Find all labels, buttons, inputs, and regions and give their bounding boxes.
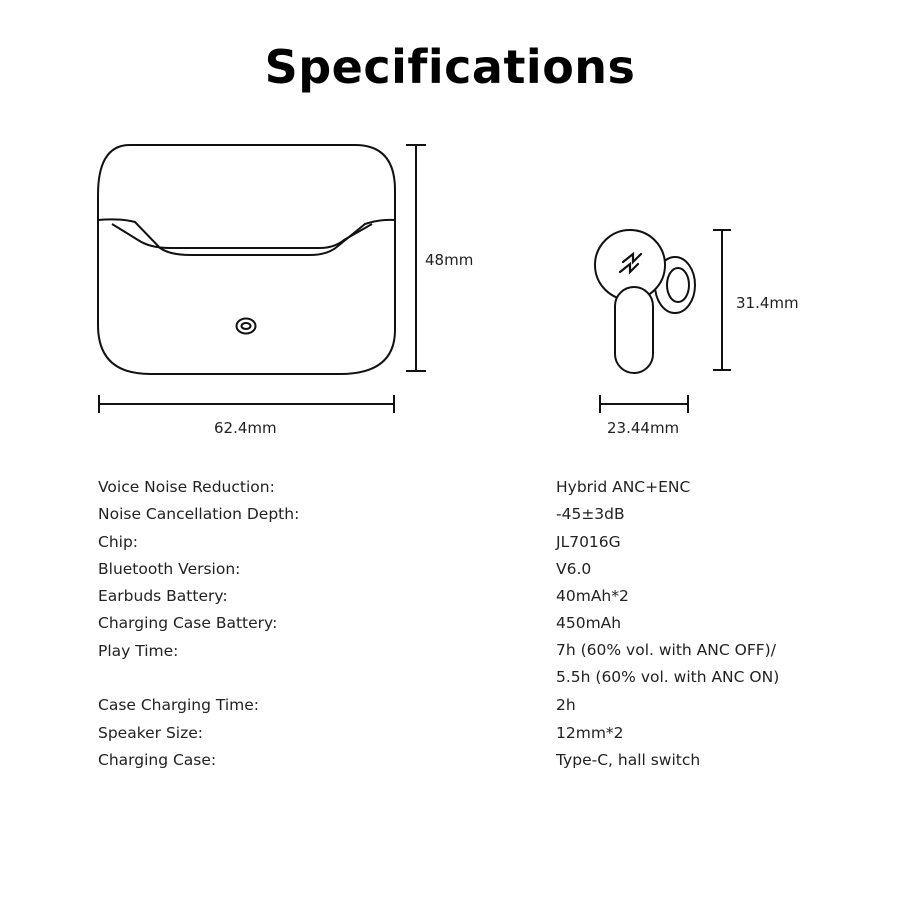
spec-value: V6.0 xyxy=(556,559,592,578)
spec-row xyxy=(98,476,818,503)
spec-value: 450mAh xyxy=(556,614,622,633)
spec-label: Charging Case Battery: xyxy=(98,614,278,633)
case-height-label: 48mm xyxy=(425,251,474,269)
spec-label: Chip: xyxy=(98,532,139,551)
case-height-marker xyxy=(406,145,426,371)
spec-value: JL7016G xyxy=(556,532,621,551)
earbud-height-label: 31.4mm xyxy=(736,294,799,312)
case-width-marker xyxy=(99,395,394,413)
case-width-label: 62.4mm xyxy=(214,419,277,437)
spec-value: -45±3dB xyxy=(556,505,625,524)
spec-label: Case Charging Time: xyxy=(98,696,259,715)
spec-value: 7h (60% vol. with ANC OFF)/ 5.5h (60% vol. with ANC ON) xyxy=(556,641,780,687)
spec-row xyxy=(98,531,818,558)
earbud-width-label: 23.44mm xyxy=(607,419,680,437)
earbud-drawing xyxy=(595,230,695,373)
earbud-width-marker xyxy=(600,395,688,413)
spec-label: Noise Cancellation Depth: xyxy=(98,505,300,524)
spec-label: Voice Noise Reduction: xyxy=(98,478,275,496)
spec-row xyxy=(98,558,818,585)
spec-value: 2h xyxy=(556,696,576,715)
page-title: Specifications xyxy=(264,40,636,94)
spec-row xyxy=(98,612,818,639)
spec-label: Earbuds Battery: xyxy=(98,587,228,606)
spec-row xyxy=(98,640,818,695)
spec-row xyxy=(98,585,818,612)
spec-row xyxy=(98,503,818,530)
spec-row xyxy=(98,722,818,749)
spec-row xyxy=(98,694,818,721)
earbud-height-marker xyxy=(713,230,731,370)
spec-label: Bluetooth Version: xyxy=(98,559,241,578)
spec-value: Hybrid ANC+ENC xyxy=(556,478,691,496)
charging-case-drawing xyxy=(98,145,395,374)
spec-row xyxy=(98,749,818,776)
spec-label: Play Time: xyxy=(98,641,179,660)
spec-value: 12mm*2 xyxy=(556,723,624,742)
spec-value: 40mAh*2 xyxy=(556,587,629,606)
spec-value: Type-C, hall switch xyxy=(556,750,701,769)
spec-table xyxy=(98,476,818,776)
spec-label: Charging Case: xyxy=(98,750,217,769)
spec-label: Speaker Size: xyxy=(98,723,204,742)
